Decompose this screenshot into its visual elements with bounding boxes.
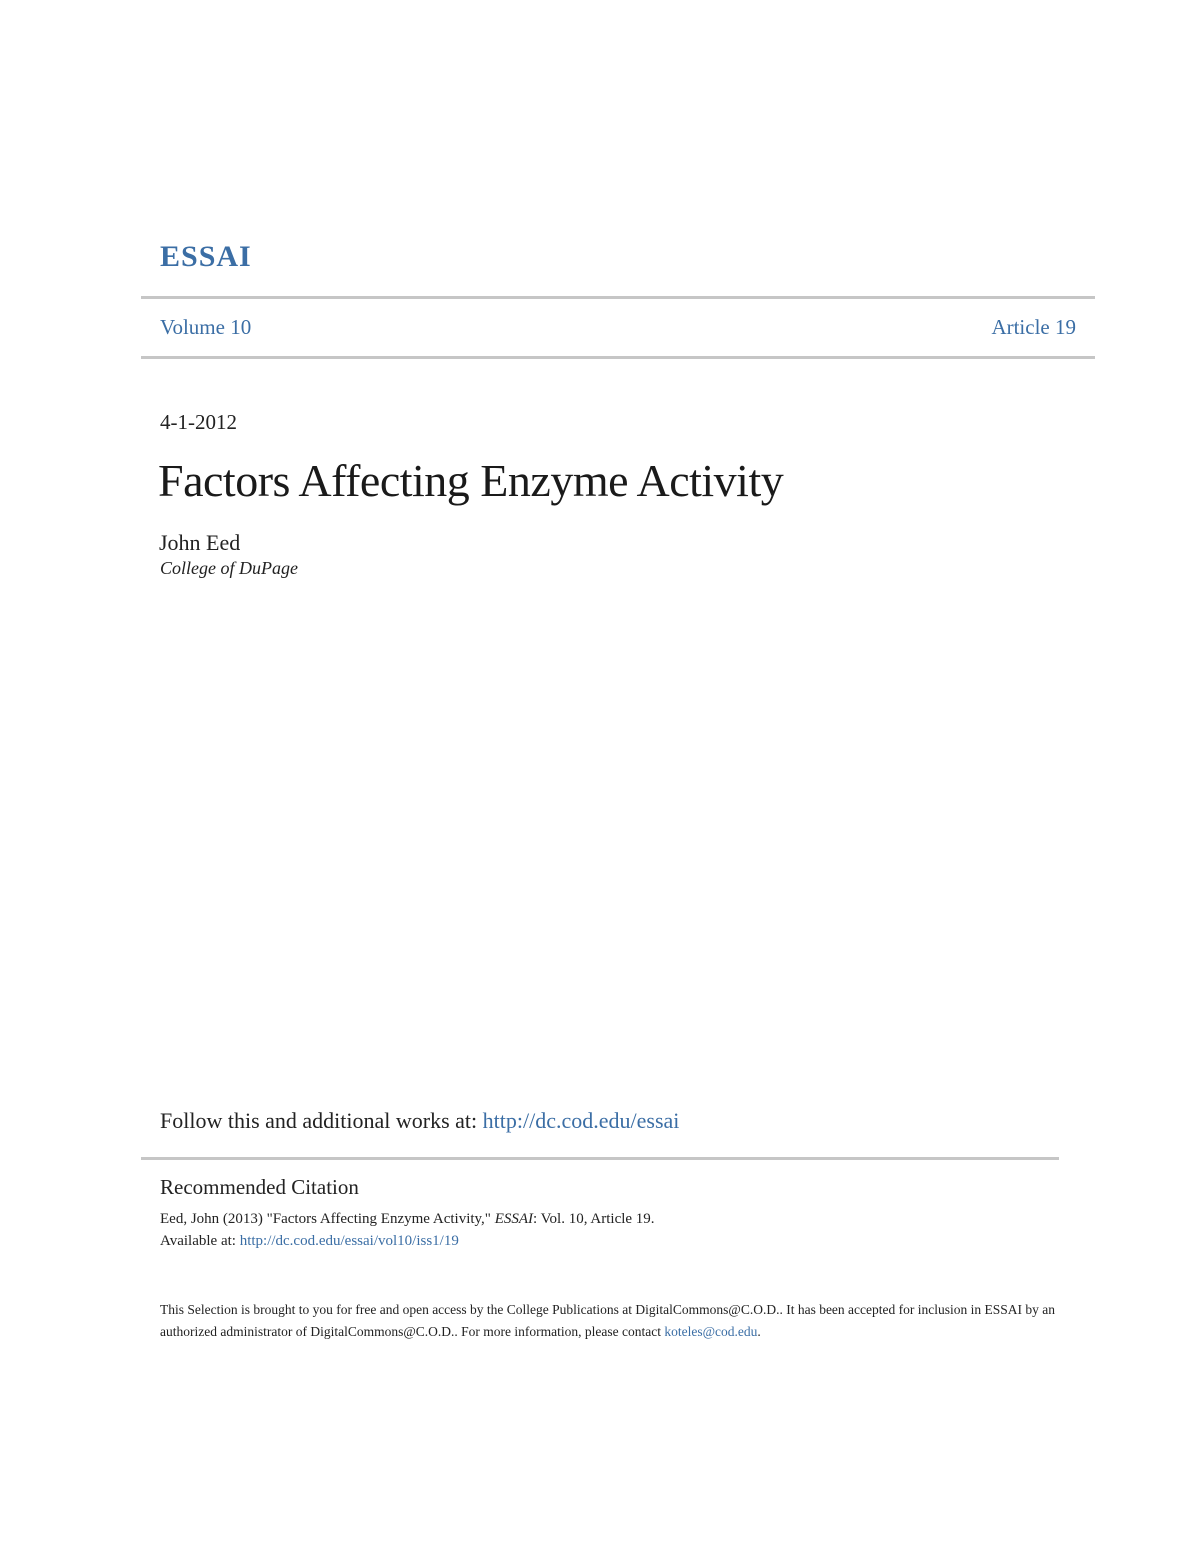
notice-end: . <box>757 1324 761 1339</box>
article-link[interactable]: Article 19 <box>991 315 1076 339</box>
header-divider-top <box>141 296 1095 299</box>
citation-prefix: Eed, John (2013) "Factors Affecting Enzyme Activity," <box>160 1211 495 1227</box>
citation-journal: ESSAI <box>494 1211 534 1227</box>
citation-suffix: : Vol. 10, Article 19. <box>533 1211 655 1227</box>
citation-line <box>160 1208 655 1230</box>
citation-block <box>160 1208 655 1252</box>
follow-line <box>160 1108 679 1134</box>
citation-divider <box>141 1157 1059 1160</box>
follow-url-link[interactable]: http://dc.cod.edu/essai <box>482 1108 680 1133</box>
volume-link[interactable]: Volume 10 <box>160 315 252 339</box>
recommended-citation-heading: Recommended Citation <box>160 1175 359 1199</box>
journal-title[interactable]: ESSAI <box>160 240 252 273</box>
author-name: John Eed <box>159 530 241 555</box>
available-prefix: Available at: <box>160 1233 240 1249</box>
publication-date: 4-1-2012 <box>160 410 237 434</box>
author-affiliation: College of DuPage <box>160 558 298 578</box>
header-divider-bottom <box>141 356 1095 359</box>
available-url-link[interactable]: http://dc.cod.edu/essai/vol10/iss1/19 <box>239 1233 459 1249</box>
notice-text: This Selection is brought to you for free and open access by the College Publications at DigitalCommons@C.O.D.. It has been accepted for inclusion in ESSAI by an authorized administrator of DigitalCommons@C.O.D.. For more information, please contact <box>160 1302 1056 1339</box>
follow-prefix: Follow this and additional works at: <box>160 1108 483 1133</box>
available-at-line <box>160 1230 655 1252</box>
paper-title: Factors Affecting Enzyme Activity <box>158 455 784 506</box>
contact-email-link[interactable]: koteles@cod.edu <box>664 1324 758 1339</box>
access-notice <box>160 1299 1060 1343</box>
